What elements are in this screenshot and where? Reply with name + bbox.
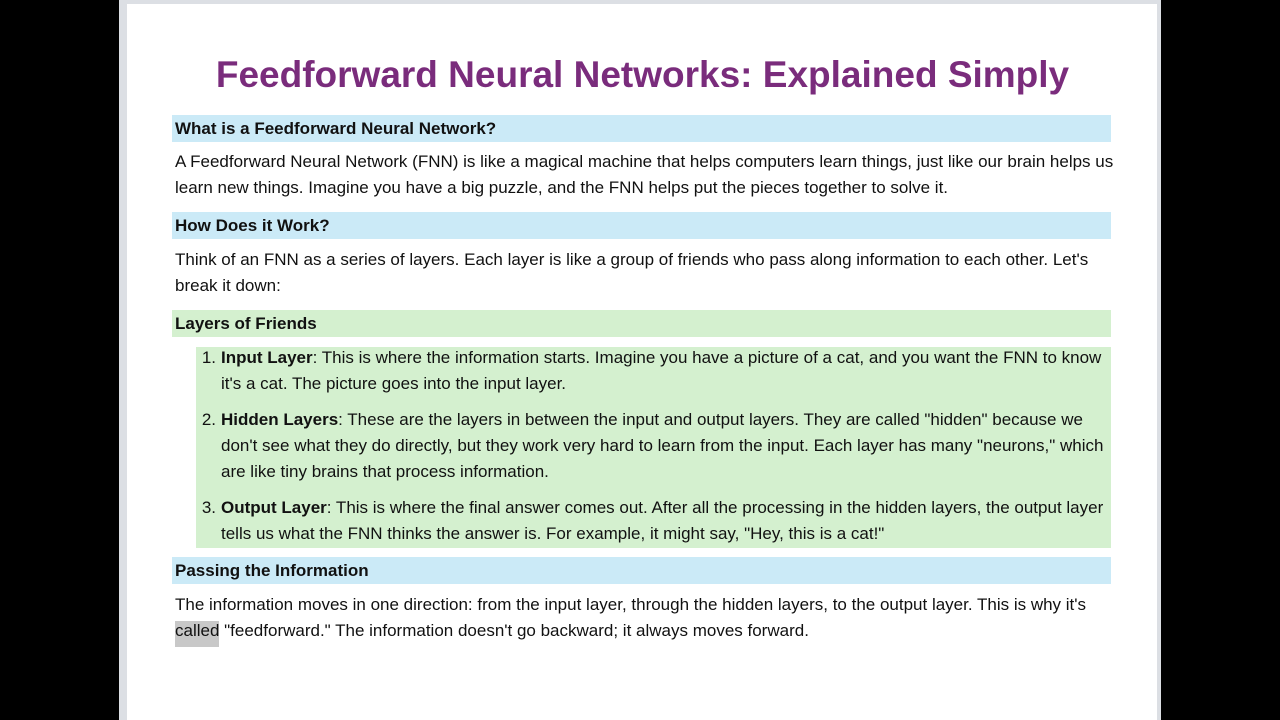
heading-passing-information: Passing the Information <box>172 557 1111 584</box>
heading-how-does-it-work: How Does it Work? <box>172 212 1111 239</box>
passing-text-before: The information moves in one direction: from the input layer, through the hidden layers, to the output layer. This is why it's <box>175 595 1087 614</box>
document-title: Feedforward Neural Networks: Explained Simply <box>215 54 1070 95</box>
list-number: 1. <box>201 348 216 367</box>
passing-text-after: "feedforward." The information doesn't go backward; it always moves forward. <box>219 621 809 640</box>
list-number: 3. <box>201 498 216 517</box>
desc-output-layer: : This is where the final answer comes out. After all the processing in the hidden layers, the output layer tells us what the FNN thinks the answer is. For example, it might say, "Hey, this is a cat!" <box>221 498 1104 543</box>
paragraph-what-is-fnn: A Feedforward Neural Network (FNN) is like a magical machine that helps computers learn things, just like our brain helps us learn new things. Imagine you have a big puzzle, and the FNN helps put the pieces together to solve it. <box>175 152 1114 197</box>
desc-input-layer: : This is where the information starts. Imagine you have a picture of a cat, and you want the FNN to know it's a cat. The picture goes into the input layer. <box>221 348 1102 393</box>
term-output-layer: Output Layer <box>221 498 327 517</box>
list-number: 2. <box>201 410 216 429</box>
selected-word-highlight[interactable]: called <box>175 621 219 647</box>
desc-hidden-layers: : These are the layers in between the input and output layers. They are called "hidden" because we don't see what they do directly, but they work very hard to learn from the input. Each layer has many "neurons," which are like tiny brains that process information. <box>221 410 1104 481</box>
term-input-layer: Input Layer <box>221 348 313 367</box>
heading-what-is-fnn: What is a Feedforward Neural Network? <box>172 115 1111 142</box>
paragraph-how-does-it-work: Think of an FNN as a series of layers. Each layer is like a group of friends who pass along information to each other. Let's break it down: <box>175 250 1089 295</box>
term-hidden-layers: Hidden Layers <box>221 410 339 429</box>
layers-list <box>196 347 1111 548</box>
heading-layers-of-friends: Layers of Friends <box>172 310 1111 337</box>
paragraph-passing-information <box>175 592 1115 644</box>
